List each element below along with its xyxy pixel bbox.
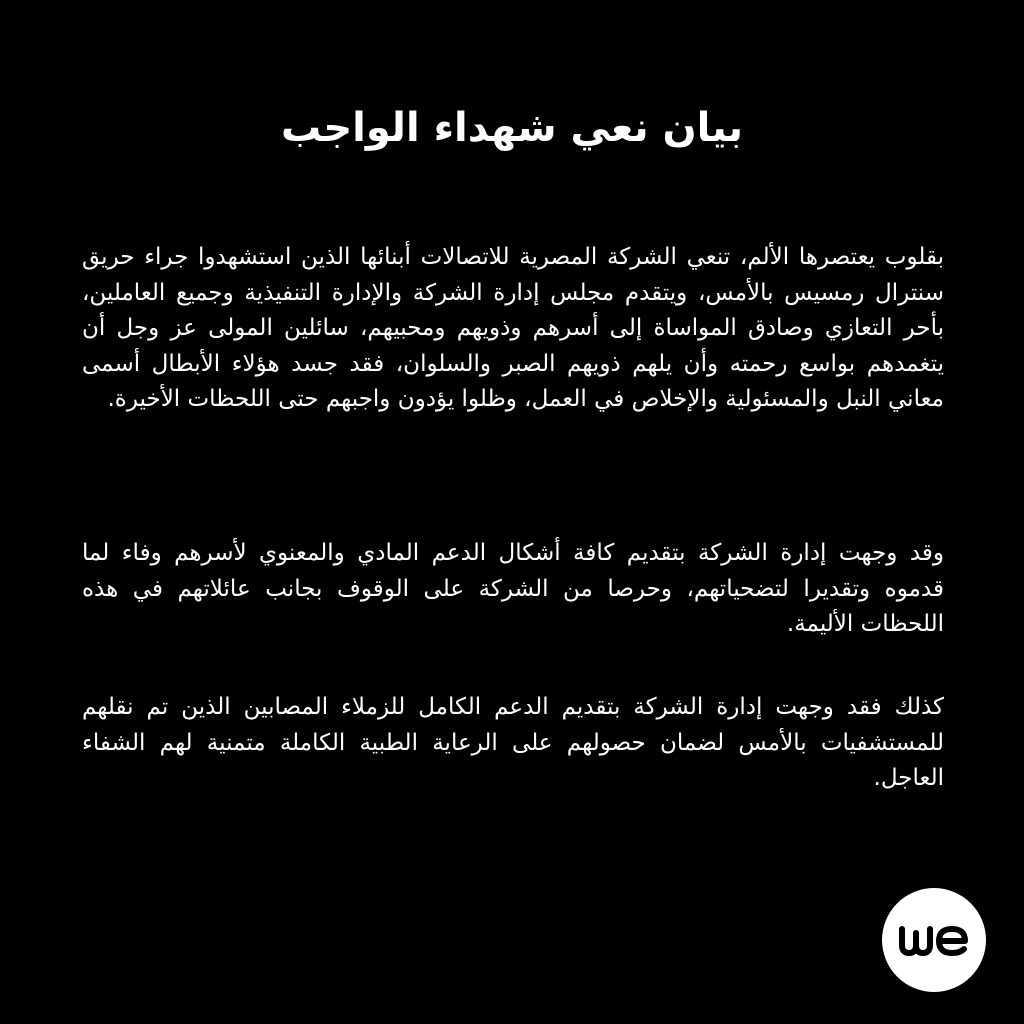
page-title: بيان نعي شهداء الواجب: [280, 105, 744, 151]
paragraph-family-support: وقد وجهت إدارة الشركة بتقديم كافة أشكال الدعم المادي والمعنوي لأسرهم وفاء لما قدموه وتقديرا لتضحياتهم، وحرصا من الشركة على الوقوف بجانب عائلاتهم في هذه اللحظات الأليمة.: [82, 540, 944, 637]
we-logo-mark-icon: [897, 918, 971, 962]
paragraph-condolence: بقلوب يعتصرها الألم، تنعي الشركة المصرية للاتصالات أبنائها الذين استشهدوا جراء حريق سنترال رمسيس بالأمس، ويتقدم مجلس إدارة الشركة والإدارة التنفيذية وجميع العاملين، بأحر التعازي وصادق المواساة إلى أسرهم وذويهم ومحبيهم، سائلين المولى عز وجل أن يتغمدهم بواسع رحمته وأن يلهم ذويهم الصبر والسلوان، فقد جسد هؤلاء الأبطال أسمى معاني النبل والمسئولية والإخلاص في العمل، وظلوا يؤدون واجبهم حتى اللحظات الأخيرة.: [82, 244, 944, 412]
paragraph-injured-support: كذلك فقد وجهت إدارة الشركة بتقديم الدعم الكامل للزملاء المصابين الذين تم نقلهم للمستشفيات بالأمس لضمان حصولهم على الرعاية الطبية الكاملة متمنية لهم الشفاء العاجل.: [82, 694, 944, 791]
we-logo: [882, 888, 986, 992]
